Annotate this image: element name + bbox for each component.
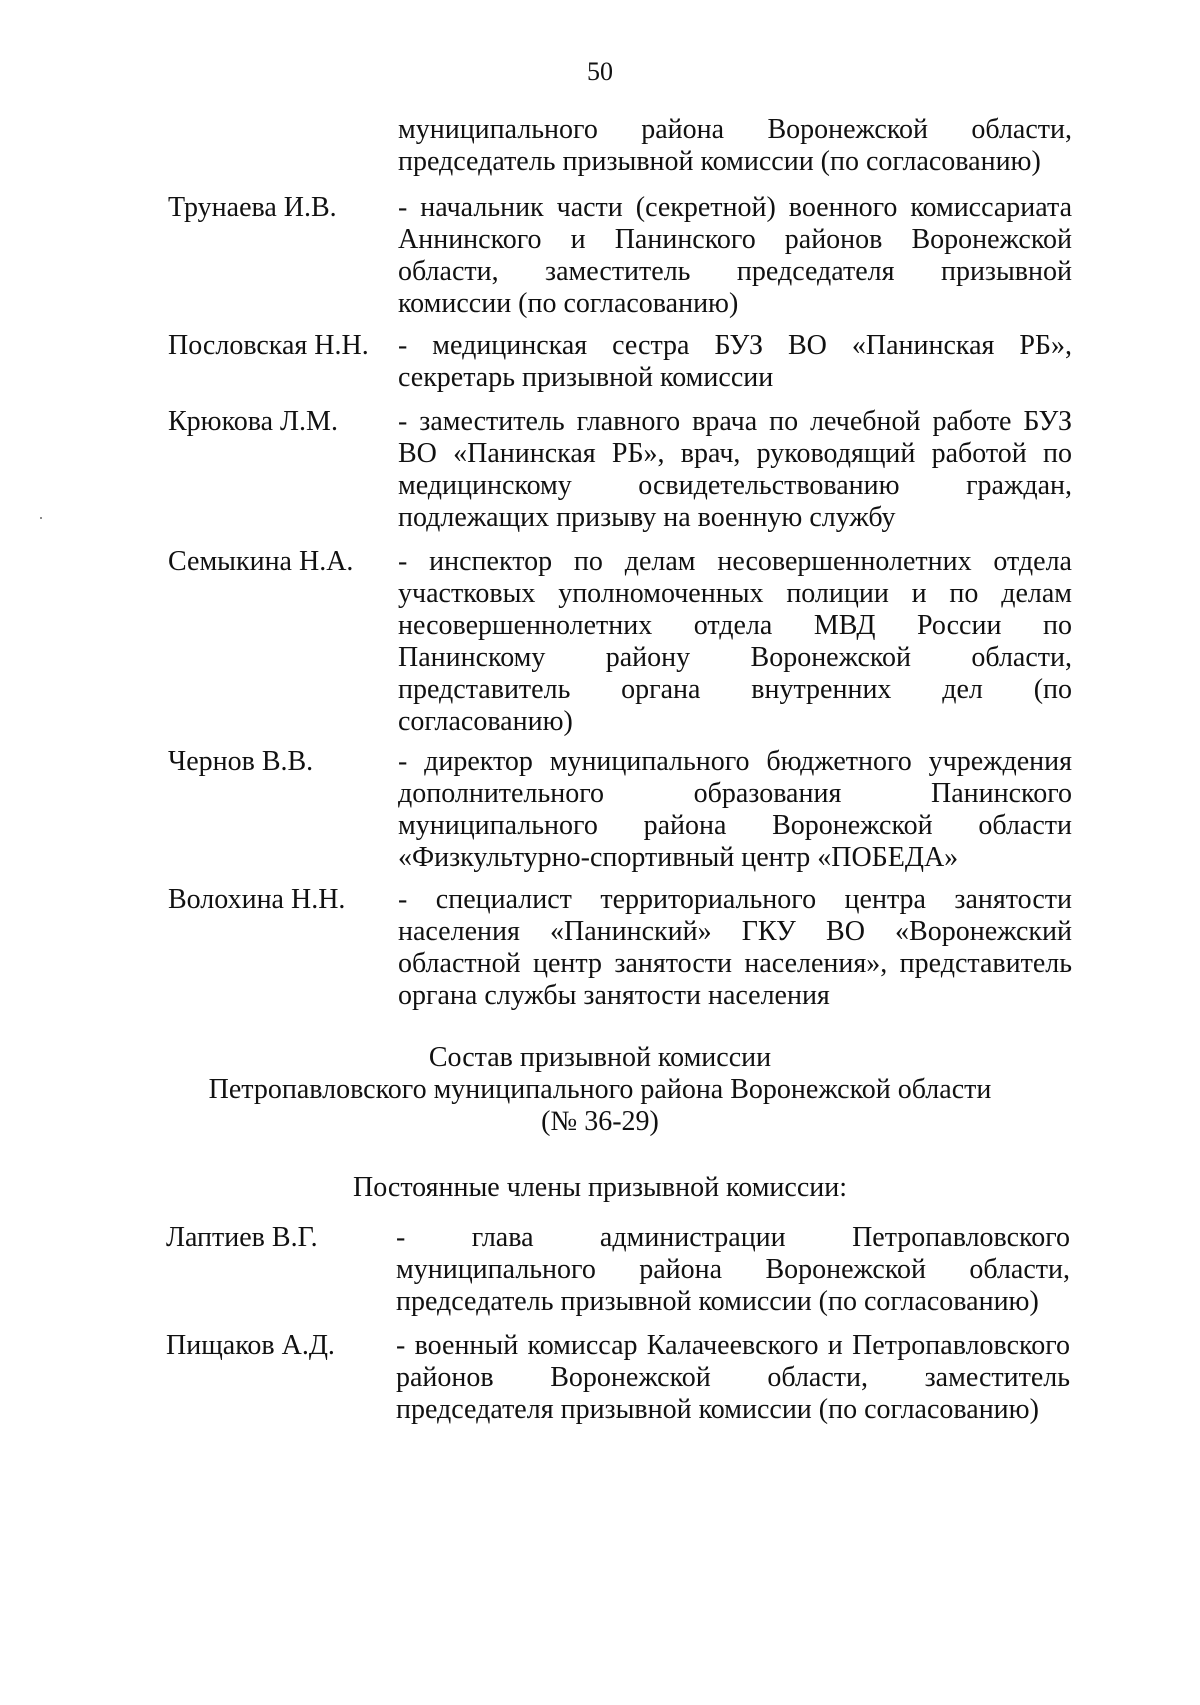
member-description	[398, 330, 1072, 394]
member-name: Трунаева И.В.	[168, 192, 337, 223]
member-description	[398, 746, 1072, 874]
member-description	[398, 884, 1072, 1012]
member-name: Семыкина Н.А.	[168, 546, 354, 577]
description-line: области, заместитель председателя призывной	[398, 256, 1072, 287]
description-line: муниципального района Воронежской области,	[396, 1254, 1070, 1285]
member-description	[398, 192, 1072, 320]
description-line: - заместитель главного врача по лечебной работе БУЗ	[398, 406, 1072, 437]
member-name: Крюкова Л.М.	[168, 406, 338, 437]
description-line: участковых уполномоченных полиции и по делам	[398, 578, 1072, 609]
member-description	[396, 1222, 1070, 1318]
section-subtitle: Постоянные члены призывной комиссии:	[352, 1172, 848, 1203]
member-name: Пищаков А.Д.	[166, 1330, 335, 1361]
description-line: - медицинская сестра БУЗ ВО «Панинская РБ»,	[398, 330, 1072, 361]
page-number: 50	[587, 57, 613, 86]
description-line: - глава администрации Петропавловского	[396, 1222, 1070, 1253]
member-description	[398, 546, 1072, 738]
description-line: согласованию)	[398, 706, 573, 737]
description-line: - инспектор по делам несовершеннолетних отдела	[398, 546, 1072, 577]
member-description	[396, 1330, 1070, 1426]
description-line: населения «Панинский» ГКУ ВО «Воронежский	[398, 916, 1072, 947]
description-line: «Физкультурно-спортивный центр «ПОБЕДА»	[398, 842, 959, 873]
description-line: несовершеннолетних отдела МВД России по	[398, 610, 1072, 641]
member-description	[398, 406, 1072, 534]
scan-speck	[40, 517, 42, 519]
description-line: секретарь призывной комиссии	[398, 362, 774, 393]
description-line: комиссии (по согласованию)	[398, 288, 739, 319]
section-title	[0, 1042, 1200, 1138]
description-line: Аннинского и Панинского районов Воронежской	[398, 224, 1072, 255]
member-name: Чернов В.В.	[168, 746, 314, 777]
description-line: председателя призывной комиссии (по согласованию)	[396, 1394, 1039, 1425]
description-line: органа службы занятости населения	[398, 980, 830, 1011]
description-line: представитель органа внутренних дел (по	[398, 674, 1072, 705]
continuation-description	[398, 114, 1072, 178]
description-line: председатель призывной комиссии (по согласованию)	[396, 1286, 1039, 1317]
description-line: - начальник части (секретной) военного комиссариата	[398, 192, 1072, 223]
description-line: муниципального района Воронежской области	[398, 810, 1072, 841]
description-line: районов Воронежской области, заместитель	[396, 1362, 1070, 1393]
description-line: медицинскому освидетельствованию граждан,	[398, 470, 1072, 501]
description-line: Панинскому району Воронежской области,	[398, 642, 1072, 673]
description-line: подлежащих призыву на военную службу	[398, 502, 896, 533]
description-line: - директор муниципального бюджетного учреждения	[398, 746, 1072, 777]
description-line: дополнительного образования Панинского	[398, 778, 1072, 809]
description-line: областной центр занятости населения», представитель	[398, 948, 1072, 979]
section-title-line: Петропавловского муниципального района Воронежской области	[208, 1074, 992, 1105]
description-line: ВО «Панинская РБ», врач, руководящий работой по	[398, 438, 1072, 469]
section-title-line: Состав призывной комиссии	[428, 1042, 772, 1073]
member-name: Лаптиев В.Г.	[166, 1222, 318, 1253]
description-line: муниципального района Воронежской области,	[398, 114, 1072, 145]
description-line: - военный комиссар Калачеевского и Петропавловского	[396, 1330, 1070, 1361]
section-title-line: (№ 36-29)	[541, 1106, 659, 1137]
description-line: - специалист территориального центра занятости	[398, 884, 1072, 915]
member-name: Волохина Н.Н.	[168, 884, 346, 915]
description-line: председатель призывной комиссии (по согласованию)	[398, 146, 1041, 177]
member-name: Пословская Н.Н.	[168, 330, 369, 361]
